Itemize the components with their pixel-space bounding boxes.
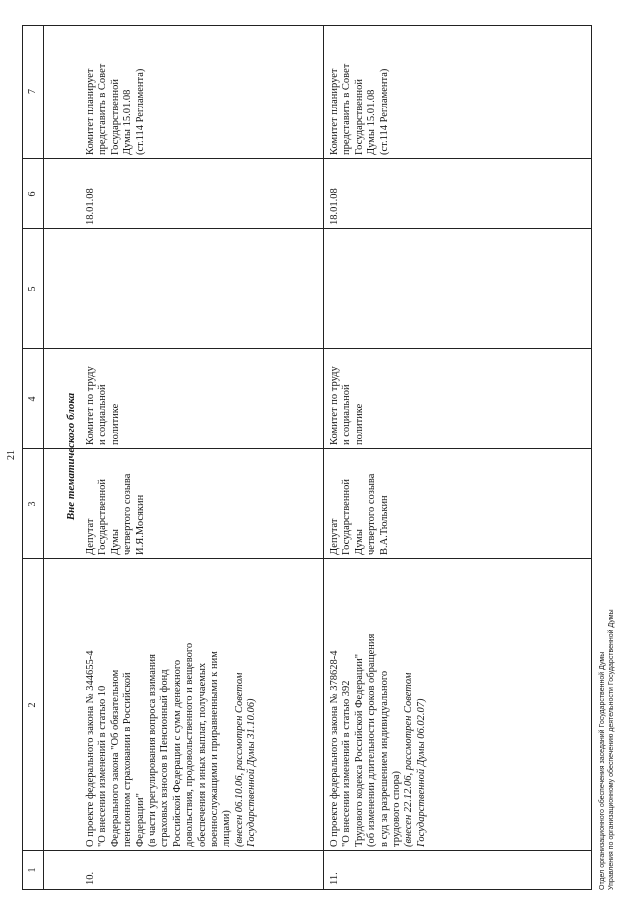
column-divider [23,158,591,159]
initiator-line: Думы [109,529,121,555]
description-line: О проекте федерального закона № 378628-4 [329,650,340,847]
initiator-line: Государственной [97,479,109,555]
initiator-line: Депутат [85,518,96,555]
column-header-4: 4 [27,396,38,402]
section-title: Вне тематического блока [65,392,77,521]
description-note: (внесен 22.12.06, рассмотрен Советом [403,672,415,847]
page-number: 21 [6,450,17,460]
initiator-line: четвертого созыва [366,473,378,555]
description-line: страховых взносов в Пенсионный фонд [159,669,171,847]
status-line: Думы 15.01.08 [122,89,134,155]
bill-description [85,643,259,847]
status-line: Государственной [109,79,121,155]
initiator-line: Государственной [341,479,353,555]
bill-description [329,634,428,847]
initiator-line: И.Я.Мосякин [134,494,146,555]
description-note: Государственной Думы 06.02.07) [415,698,427,847]
committee-line: Комитет по труду [329,366,340,445]
description-line: военнослужащими и приравненными к ним [209,651,221,847]
column-header-6: 6 [27,191,38,197]
description-line: обеспечения и иных выплат, получаемых [196,662,208,847]
responsible-committee [85,366,122,445]
row-divider [323,26,324,889]
description-line: в суд за разрешением индивидуального [378,670,390,847]
status-note [85,64,147,155]
bill-initiator [85,474,147,555]
status-line: Думы 15.01.08 [366,89,378,155]
status-line: Комитет планирует [329,68,340,155]
description-line: лицами) [221,810,233,847]
description-line: (об изменении длительности сроков обращения [366,633,378,847]
description-line: О проекте федерального закона № 344655-4 [85,650,96,847]
committee-line: политике [353,403,365,445]
status-line: представить в Совет [97,63,109,155]
column-header-7: 7 [27,89,38,94]
description-line: Федерального закона "Об обязательном [109,669,121,847]
description-note: (внесен 06.10.06, рассмотрен Советом [233,672,245,847]
row-number: 10. [85,871,96,885]
review-date: 18.01.08 [85,188,96,225]
description-line: Федерации" [134,793,146,847]
description-line: пенсионном страховании в Российской [122,672,134,847]
column-divider [23,448,591,449]
description-line: (в части урегулирования вопроса взимания [147,654,159,847]
agenda-table [22,25,592,890]
initiator-line: В.А.Тюлькин [378,495,390,555]
committee-line: политике [109,403,121,445]
column-divider [23,558,591,559]
description-line: довольствия, продовольственного и вещевого [184,642,196,847]
bill-initiator [329,474,391,555]
description-line: трудового спора) [391,770,403,847]
initiator-line: Думы [353,529,365,555]
page-footer [598,609,616,890]
committee-line: Комитет по труду [85,366,96,445]
column-divider [23,228,591,229]
status-line: представить в Совет [341,63,353,155]
column-header-2: 2 [27,702,38,708]
committee-line: и социальной [97,384,109,445]
column-divider [23,348,591,349]
column-header-5: 5 [27,286,38,292]
status-line: Комитет планирует [85,68,96,155]
status-line: (ст.114 Регламента) [378,68,390,155]
status-line: Государственной [353,79,365,155]
footer-line: Управления по организационному обеспечению деятельности Государственной Думы [608,609,615,890]
description-note: Государственной Думы 31.10.06) [246,698,258,847]
initiator-line: четвертого созыва [122,473,134,555]
committee-line: и социальной [341,384,353,445]
description-line: "О внесении изменений в статью 392 [341,680,353,847]
review-date: 18.01.08 [329,188,340,225]
initiator-line: Депутат [329,518,340,555]
description-line: "О внесении изменений в статью 10 [97,685,109,847]
status-note [329,64,391,155]
responsible-committee [329,366,366,445]
column-divider [23,850,591,851]
column-header-3: 3 [27,501,38,507]
status-line: (ст.114 Регламента) [134,68,146,155]
column-header-1: 1 [27,867,38,873]
footer-line: Отдел организационного обеспечения заседаний Государственной Думы [599,651,606,890]
description-line: Российской Федерации с сумм денежного [171,659,183,847]
description-line: Трудового кодекса Российской Федерации" [353,653,365,847]
row-number: 11. [329,872,340,885]
header-divider [43,26,44,889]
